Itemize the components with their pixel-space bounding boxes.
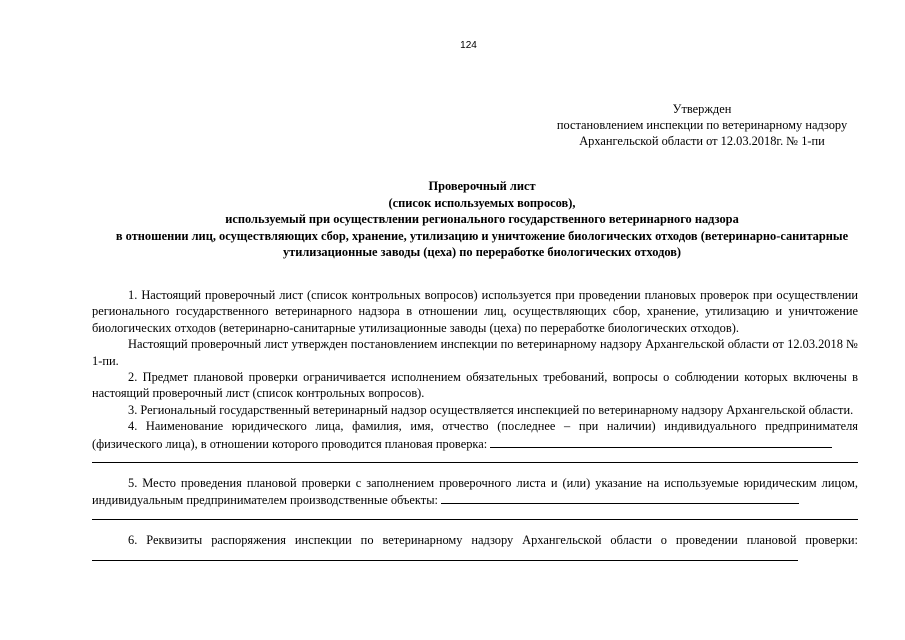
fill-line-legal-entity-continued[interactable] (92, 452, 858, 463)
title-line-5: утилизационные заводы (цеха) по переработке биологических отходов) (282, 245, 682, 259)
fill-line-legal-entity[interactable] (490, 435, 832, 448)
paragraph-6-text: 6. Реквизиты распоряжения инспекции по ветеринарному надзору Архангельской области о проведении плановой проверки: (128, 532, 858, 547)
fill-line-inspection-place-continued[interactable] (92, 509, 858, 520)
approval-block (520, 101, 884, 149)
fill-line-inspection-place[interactable] (441, 491, 799, 504)
paragraph-5 (92, 475, 858, 509)
paragraph-4-text: 4. Наименование юридического лица, фамилия, имя, отчество (последнее – при наличии) индивидуального предпринимателя (физического лица), в отношении которого проводится плановая проверка: (92, 419, 858, 451)
paragraph-4 (92, 418, 858, 452)
paragraph-5-text: 5. Место проведения плановой проверки с заполнением проверочного листа и (или) указание на используемые юридическим лицом, индивидуальным предпринимателем производственные объекты: (92, 476, 858, 508)
title-line-4: в отношении лиц, осуществляющих сбор, хранение, утилизацию и уничтожение биологических отходов (ветеринарно-санитарные (115, 228, 849, 243)
paragraph-1: 1. Настоящий проверочный лист (список контрольных вопросов) используется при проведении плановых проверок при осуществлении регионального государственного ветеринарного надзора в отношении лиц, осуществляющих сбор, хранение, утилизацию и уничтожение биологических отходов (ветеринарно-санитарные утилизационные заводы (цеха) по переработке биологических отходов). (92, 288, 858, 335)
title-line-3: используемый при осуществлении регионального государственного ветеринарного надзора (225, 212, 739, 226)
document-body (92, 287, 858, 566)
approval-line-1: Утвержден (672, 102, 732, 116)
approval-line-3: Архангельской области от 12.03.2018г. № 1-пи (579, 134, 825, 148)
title-line-1: Проверочный лист (428, 179, 536, 193)
paragraph-1b: Настоящий проверочный лист утвержден постановлением инспекции по ветеринарному надзору Архангельской области от 12.03.2018 № 1-пи. (92, 337, 858, 368)
paragraph-2: 2. Предмет плановой проверки ограничивается исполнением обязательных требований, вопросы о соблюдении которых включены в настоящий проверочный лист (список контрольных вопросов). (92, 370, 858, 401)
fill-line-order-details[interactable] (92, 548, 798, 561)
paragraph-6 (92, 532, 858, 566)
title-line-2: (список используемых вопросов), (388, 195, 576, 210)
page-number: 124 (460, 40, 477, 51)
approval-line-2: постановлением инспекции по ветеринарному надзору (556, 118, 848, 132)
paragraph-3: 3. Региональный государственный ветеринарный надзор осуществляется инспекцией по ветеринарному надзору Архангельской области. (128, 402, 854, 417)
document-title (70, 178, 894, 261)
